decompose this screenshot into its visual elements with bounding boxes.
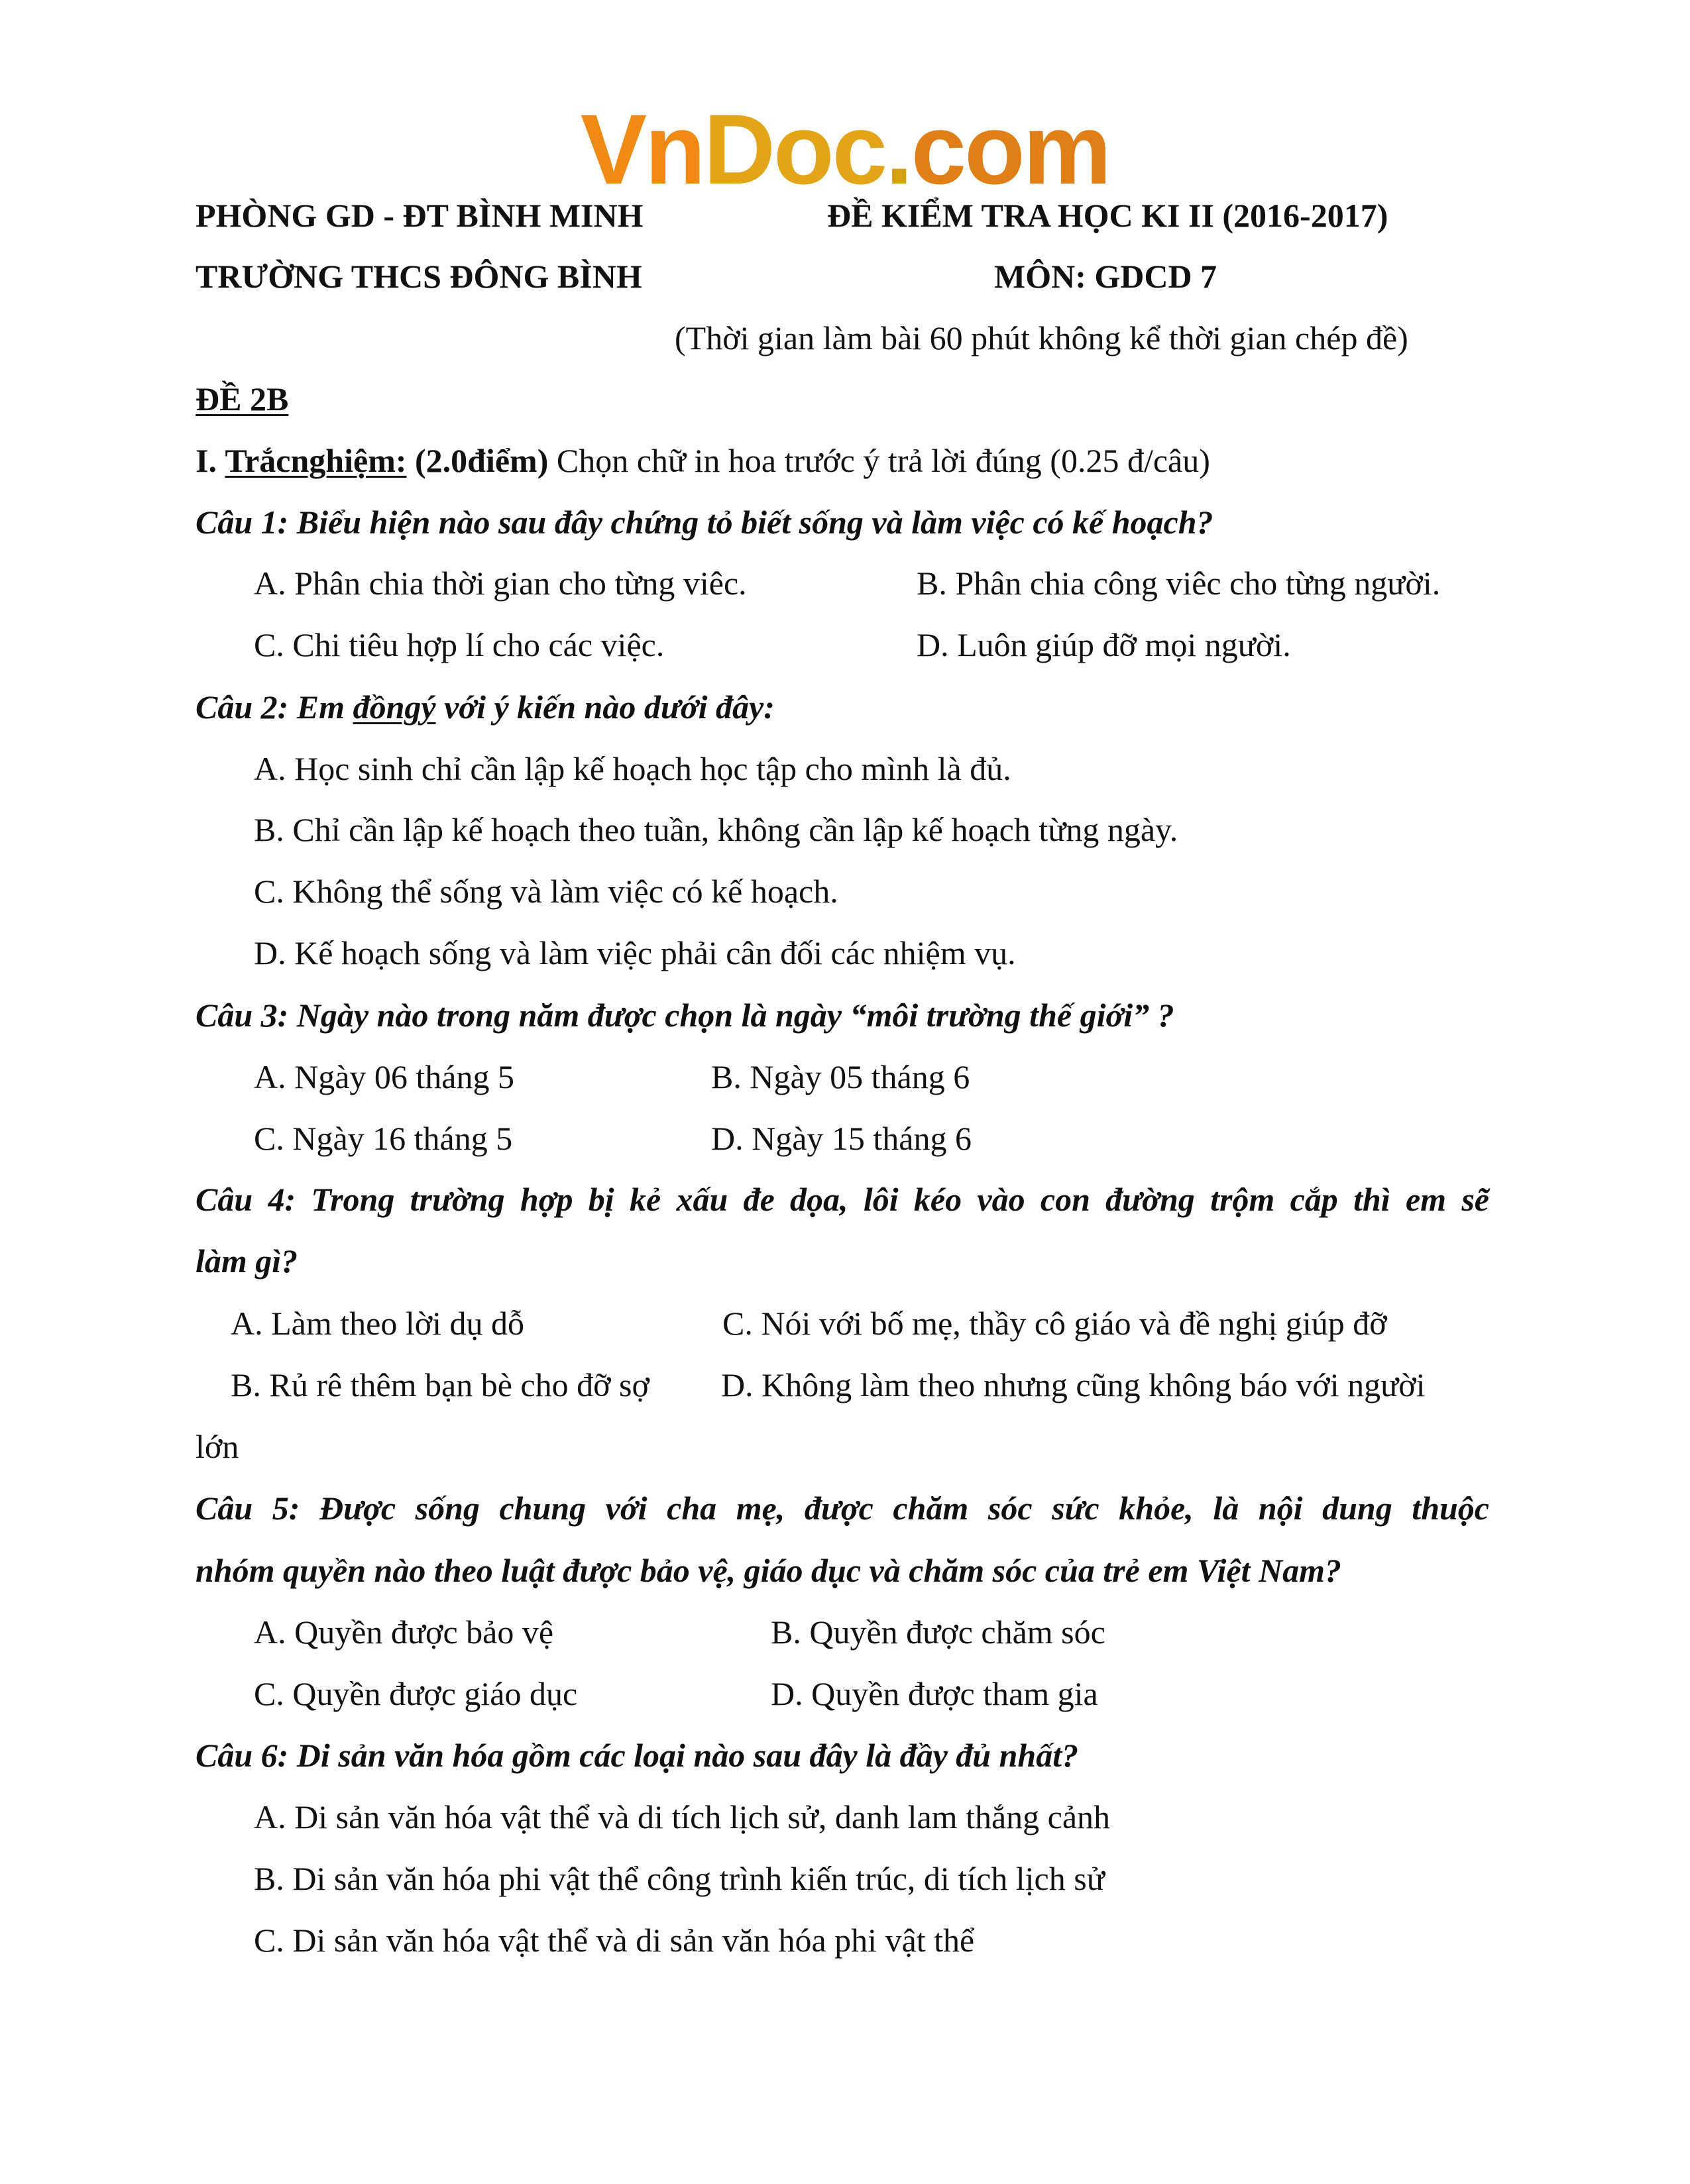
q1-option-b: B. Phân chia công viêc cho từng người. — [917, 565, 1441, 602]
vndoc-logo: VnDoc.com — [580, 93, 1110, 205]
q1-option-a: A. Phân chia thời gian cho từng viêc. — [254, 565, 747, 602]
subject: MÔN: GDCD 7 — [994, 258, 1217, 295]
question-4-line-2: làm gì? — [196, 1242, 298, 1280]
q3-option-a: A. Ngày 06 tháng 5 — [254, 1058, 514, 1095]
q4-option-b: B. Rủ rê thêm bạn bè cho đỡ sợ — [231, 1366, 649, 1403]
q6-option-a: A. Di sản văn hóa vật thể và di tích lịch sử, danh lam thắng cảnh — [254, 1798, 1111, 1835]
q4-option-a: A. Làm theo lời dụ dỗ — [231, 1305, 525, 1342]
question-2: Câu 2: Em đồngý với ý kiến nào dưới đây: — [196, 688, 775, 726]
question-5-line-1: Câu 5: Được sống chung với cha mẹ, được chăm sóc sức khỏe, là nội dung thuộc — [196, 1490, 1489, 1527]
question-5-line-2: nhóm quyền nào theo luật được bảo vệ, giáo dục và chăm sóc của trẻ em Việt Nam? — [196, 1552, 1341, 1589]
question-1: Câu 1: Biểu hiện nào sau đây chứng tỏ biết sống và làm việc có kế hoạch? — [196, 504, 1213, 541]
q4-option-c: C. Nói với bố mẹ, thầy cô giáo và đề nghị giúp đỡ — [722, 1305, 1387, 1342]
question-6: Câu 6: Di sản văn hóa gồm các loại nào sau đây là đầy đủ nhất? — [196, 1737, 1079, 1774]
department-name: PHÒNG GD - ĐT BÌNH MINH — [196, 197, 644, 234]
q5-option-c: C. Quyền được giáo dục — [254, 1675, 578, 1712]
q6-option-b: B. Di sản văn hóa phi vật thể công trình kiến trúc, di tích lịch sử — [254, 1860, 1105, 1897]
q4-option-d-continuation: lớn — [196, 1428, 239, 1465]
q6-option-c: C. Di sản văn hóa vật thể và di sản văn hóa phi vật thể — [254, 1922, 975, 1959]
q5-option-d: D. Quyền được tham gia — [771, 1675, 1098, 1712]
section-heading: I. Trắcnghiệm: (2.0điểm) Chọn chữ in hoa trước ý trả lời đúng (0.25 đ/câu) — [196, 442, 1210, 479]
q2-option-b: B. Chỉ cần lập kế hoạch theo tuần, không cần lập kế hoạch từng ngày. — [254, 811, 1178, 848]
exam-code: ĐỀ 2B — [196, 380, 289, 417]
q3-option-d: D. Ngày 15 tháng 6 — [711, 1120, 972, 1157]
time-note: (Thời gian làm bài 60 phút không kể thời gian chép đề) — [675, 319, 1408, 356]
q5-option-b: B. Quyền được chăm sóc — [771, 1613, 1105, 1651]
q2-option-c: C. Không thể sống và làm việc có kế hoạch. — [254, 873, 838, 910]
q2-option-d: D. Kế hoạch sống và làm việc phải cân đối các nhiệm vụ. — [254, 934, 1016, 971]
q3-option-b: B. Ngày 05 tháng 6 — [711, 1058, 970, 1095]
q5-option-a: A. Quyền được bảo vệ — [254, 1613, 554, 1651]
q2-option-a: A. Học sinh chỉ cần lập kế hoạch học tập cho mình là đủ. — [254, 750, 1011, 787]
q3-option-c: C. Ngày 16 tháng 5 — [254, 1120, 513, 1157]
question-4-line-1: Câu 4: Trong trường hợp bị kẻ xấu đe dọa, lôi kéo vào con đường trộm cắp thì em sẽ — [196, 1181, 1489, 1218]
q1-option-c: C. Chi tiêu hợp lí cho các việc. — [254, 626, 665, 663]
school-name: TRƯỜNG THCS ĐÔNG BÌNH — [196, 258, 642, 295]
exam-title: ĐỀ KIỂM TRA HỌC KI II (2016-2017) — [827, 197, 1388, 234]
q4-option-d: D. Không làm theo nhưng cũng không báo với người — [721, 1366, 1426, 1403]
question-3: Câu 3: Ngày nào trong năm được chọn là ngày “môi trường thế giới” ? — [196, 997, 1174, 1034]
q1-option-d: D. Luôn giúp đỡ mọi người. — [917, 626, 1291, 663]
